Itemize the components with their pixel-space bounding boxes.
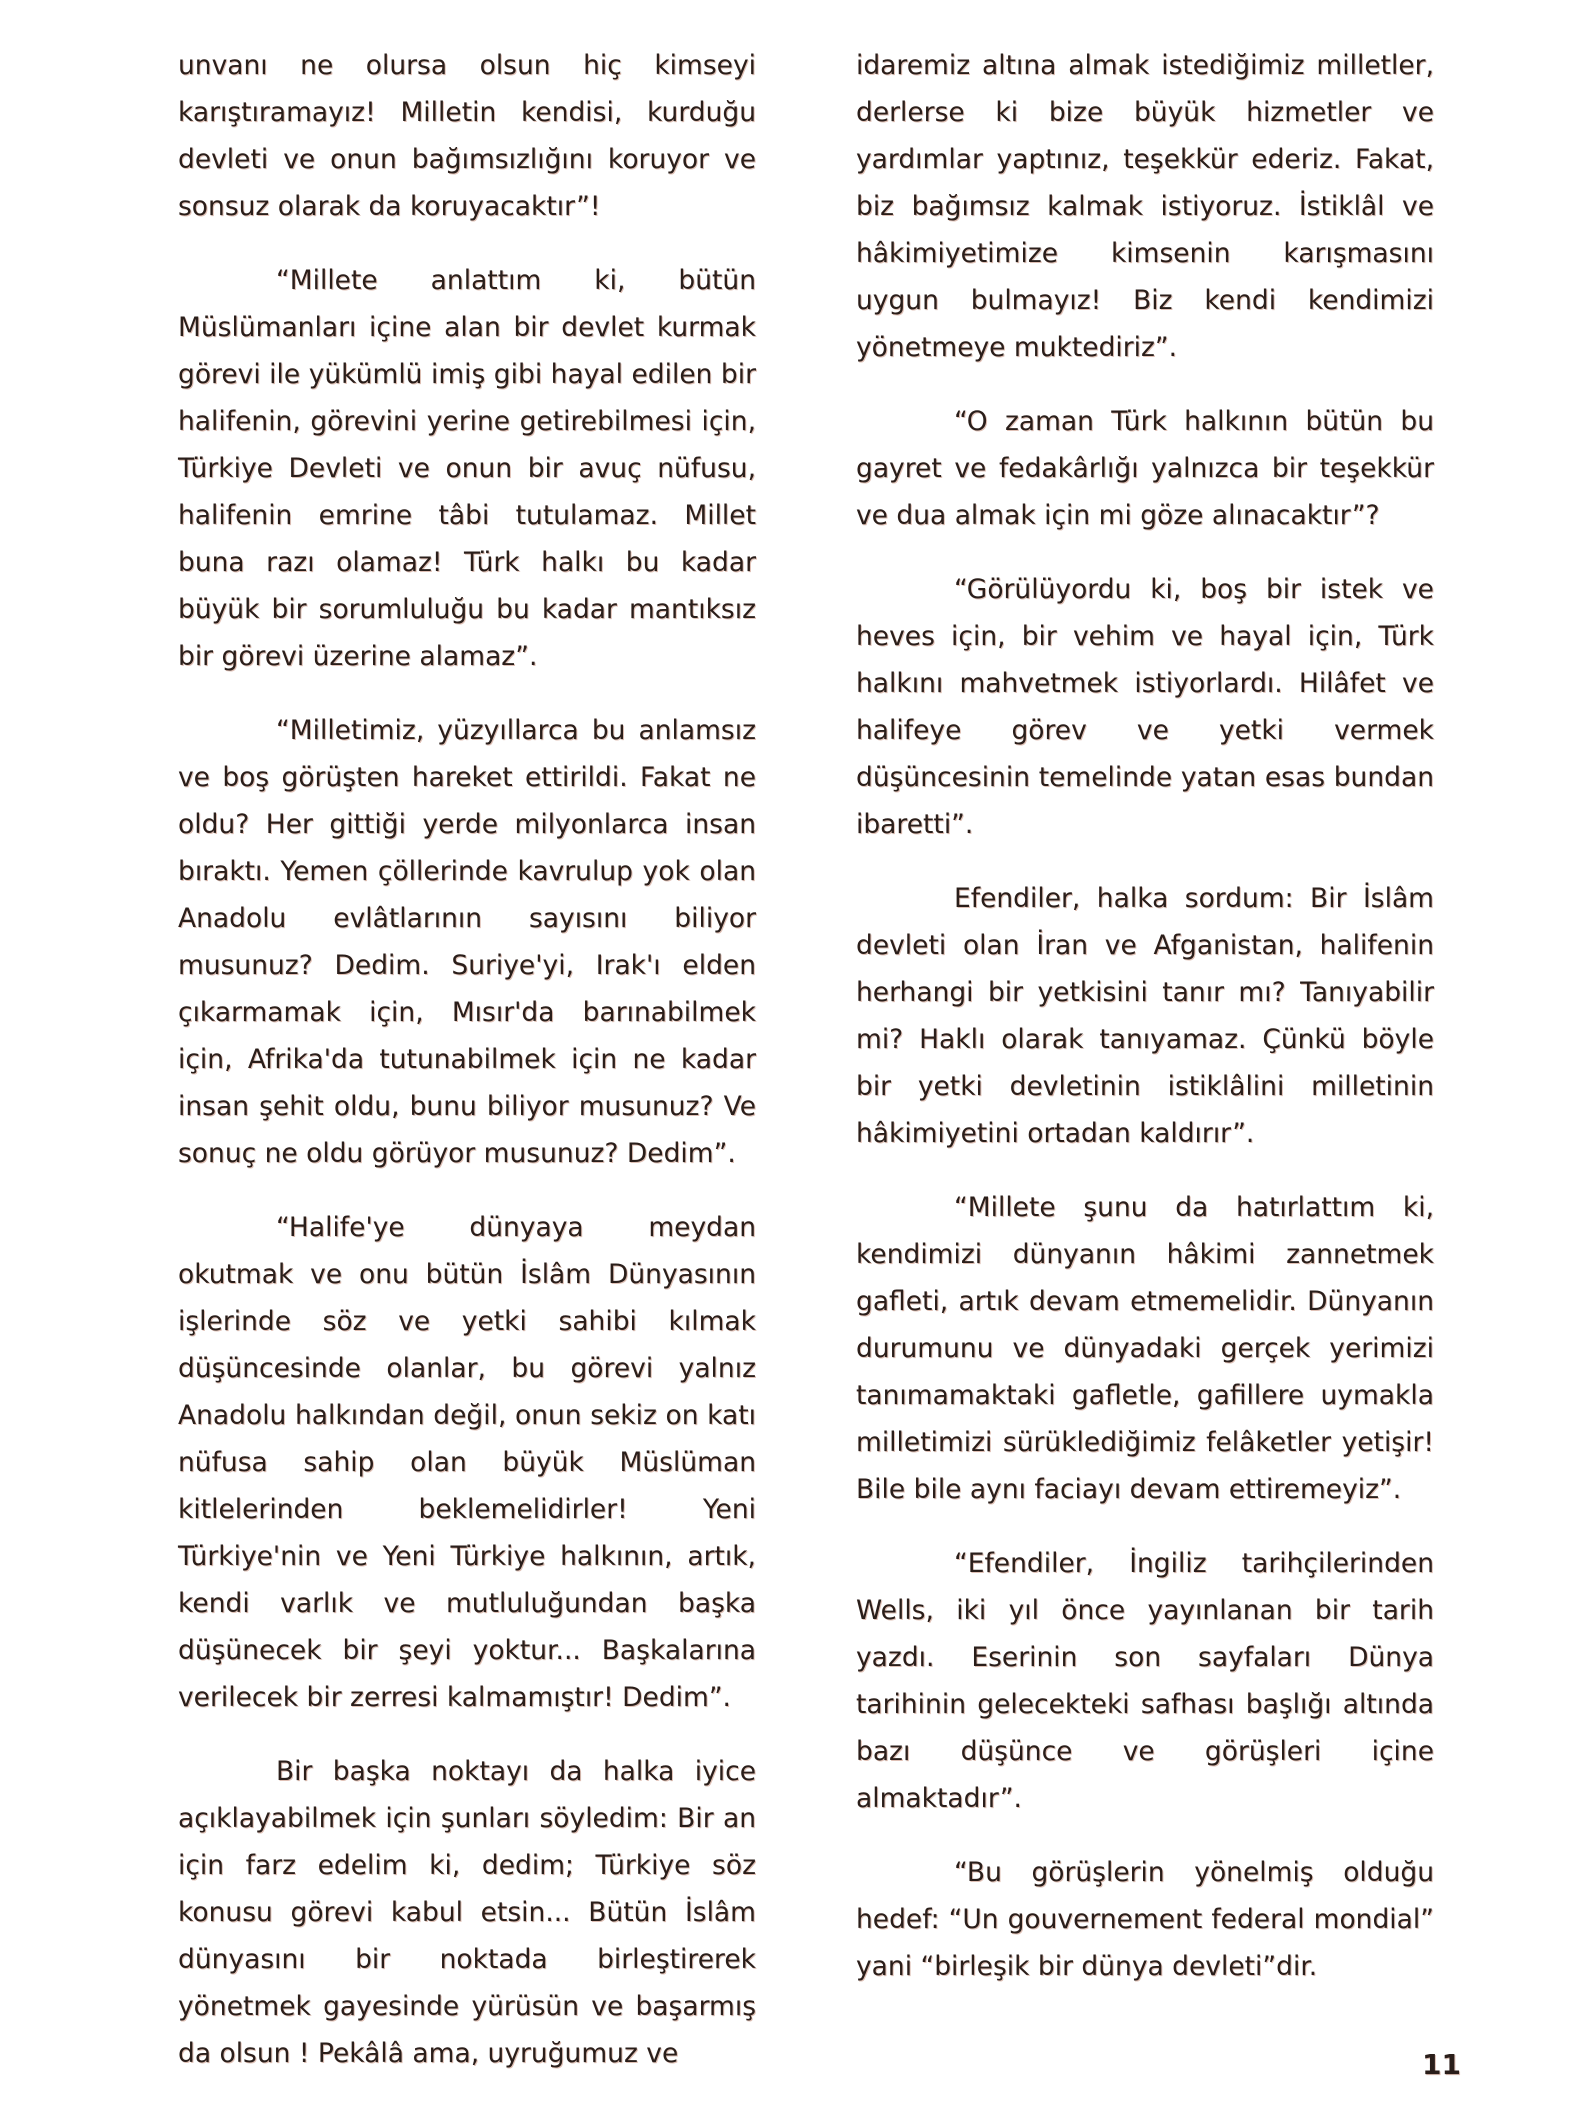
paragraph: “Efendiler, İngiliz tarihçilerinden Wells, iki yıl önce yayınlanan bir tarih yazdı. Eserinin son sayfaları Dünya tarihinin gelecekteki safhası başlığı altında bazı düşünce ve görüşleri içine almaktadır”.: [856, 1548, 1434, 1814]
right-column: [856, 42, 1434, 2017]
paragraph: “Millete anlattım ki, bütün Müslümanları içine alan bir devlet kurmak görevi ile yükümlü imiş gibi hayal edilen bir halifenin, görevini yerine getirebilmesi için, Türkiye Devleti ve onun bir avuç nüfusu, halifenin emrine tâbi tutulamaz. Millet buna razı olamaz! Türk halkı bu kadar büyük bir sorumluluğu bu kadar mantıksız bir görevi üzerine alamaz”.: [178, 265, 756, 672]
paragraph: Bir başka noktayı da halka iyice açıklayabilmek için şunları söyledim: Bir an için farz edelim ki, dedim; Türkiye söz konusu görevi kabul etsin... Bütün İslâm dünyasını bir noktada birleştirerek yönetmek gayesinde yürüsün ve başarmış da olsun ! Pekâlâ ama, uyruğumuz ve: [178, 1756, 756, 2069]
paragraph: Efendiler, halka sordum: Bir İslâm devleti olan İran ve Afganistan, halifenin herhangi bir yetkisini tanır mı? Tanıyabilir mi? Haklı olarak tanıyamaz. Çünkü böyle bir yetki devletinin istiklâlini milletinin hâkimiyetini ortadan kaldırır”.: [856, 883, 1434, 1149]
left-column: [178, 42, 756, 2104]
paragraph: idaremiz altına almak istediğimiz milletler, derlerse ki bize büyük hizmetler ve yardımlar yaptınız, teşekkür ederiz. Fakat, biz bağımsız kalmak istiyoruz. İstiklâl ve hâkimiyetimize kimsenin karışmasını uygun bulmayız! Biz kendi kendimizi yönetmeye muktediriz”.: [856, 50, 1434, 363]
paragraph: “O zaman Türk halkının bütün bu gayret ve fedakârlığı yalnızca bir teşekkür ve dua almak için mi göze alınacaktır”?: [856, 406, 1434, 531]
paragraph: “Milletimiz, yüzyıllarca bu anlamsız ve boş görüşten hareket ettirildi. Fakat ne oldu? Her gittiği yerde milyonlarca insan bıraktı. Yemen çöllerinde kavrulup yok olan Anadolu evlâtlarının sayısını biliyor musunuz? Dedim. Suriye'yi, Irak'ı elden çıkarmamak için, Mısır'da barınabilmek için, Afrika'da tutunabilmek için ne kadar insan şehit oldu, bunu biliyor musunuz? Ve sonuç ne oldu görüyor musunuz? Dedim”.: [178, 715, 756, 1169]
paragraph: unvanı ne olursa olsun hiç kimseyi karıştıramayız! Milletin kendisi, kurduğu devleti ve onun bağımsızlığını koruyor ve sonsuz olarak da koruyacaktır”!: [178, 50, 756, 222]
paragraph: “Bu görüşlerin yönelmiş olduğu hedef: “Un gouvernement federal mondial” yani “birleşik bir dünya devleti”dir.: [856, 1857, 1434, 1982]
paragraph: “Halife'ye dünyaya meydan okutmak ve onu bütün İslâm Dünyasının işlerinde söz ve yetki sahibi kılmak düşüncesinde olanlar, bu görevi yalnız Anadolu halkından değil, onun sekiz on katı nüfusa sahip olan büyük Müslüman kitlelerinden beklemelidirler! Yeni Türkiye'nin ve Yeni Türkiye halkının, artık, kendi varlık ve mutluluğundan başka düşünecek bir şeyi yoktur... Başkalarına verilecek bir zerresi kalmamıştır! Dedim”.: [178, 1212, 756, 1713]
paragraph: “Millete şunu da hatırlattım ki, kendimizi dünyanın hâkimi zannetmek gafleti, artık devam etmemelidir. Dünyanın durumunu ve dünyadaki gerçek yerimizi tanımamaktaki gafletle, gafillere uymakla milletimizi sürüklediğimiz felâketler yetişir! Bile bile aynı faciayı devam ettiremeyiz”.: [856, 1192, 1434, 1505]
paragraph: “Görülüyordu ki, boş bir istek ve heves için, bir vehim ve hayal için, Türk halkını mahvetmek istiyorlardı. Hilâfet ve halifeye görev ve yetki vermek düşüncesinin temelinde yatan esas bundan ibaretti”.: [856, 574, 1434, 840]
page-number: 11: [1422, 2048, 1461, 2081]
